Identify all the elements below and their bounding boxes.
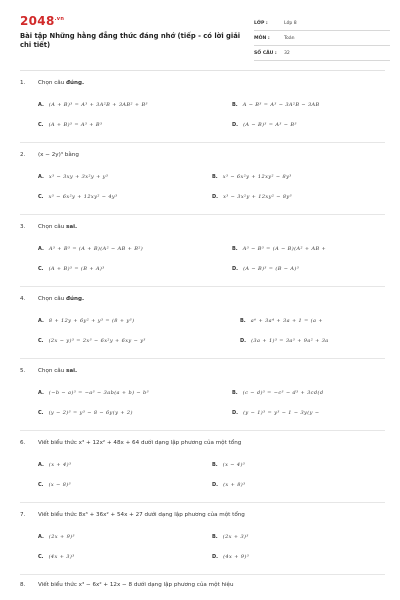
answer-option-b[interactable] <box>212 462 245 468</box>
question-emphasis: sai. <box>66 224 78 230</box>
option-letter: D. <box>212 194 219 200</box>
question-text: (x − 2y)³ bằng <box>38 152 79 158</box>
option-letter: D. <box>240 338 247 344</box>
option-letter: A. <box>38 534 44 540</box>
question-emphasis: đúng. <box>66 296 85 302</box>
answer-option-a[interactable] <box>38 174 108 180</box>
option-letter: A. <box>38 102 44 108</box>
option-expression: A − B³ = A³ − 3A²B − 3AB <box>242 102 320 108</box>
question-number: 2. <box>20 152 26 158</box>
option-expression: (y − 1)³ = y³ − 1 − 3y(y − <box>243 410 320 416</box>
question-text: Viết biểu thức 8x³ + 36x² + 54x + 27 dưới dạng lập phương của một tổng <box>38 512 245 518</box>
question-8 <box>20 582 400 592</box>
option-letter: B. <box>232 390 238 396</box>
answer-option-b[interactable] <box>232 102 320 108</box>
option-letter: C. <box>38 266 44 272</box>
question-3 <box>20 224 400 272</box>
option-expression: (−b − a)³ = −a³ − 3ab(a + b) − b³ <box>48 390 150 396</box>
question-prompt <box>38 296 84 302</box>
answer-option-d[interactable] <box>232 410 319 416</box>
option-expression: (y − 2)³ = y³ − 8 − 6y(y + 2) <box>48 410 133 416</box>
option-expression: (A − B)³ = A³ − B³ <box>243 122 297 128</box>
answer-option-c[interactable] <box>38 122 102 128</box>
option-letter: A. <box>38 246 44 252</box>
option-expression: (x − 8)³ <box>48 482 72 488</box>
option-letter: D. <box>212 554 219 560</box>
option-expression: (2x + 9)³ <box>48 534 75 540</box>
answer-option-d[interactable] <box>240 338 329 344</box>
option-letter: A. <box>38 318 44 324</box>
option-letter: B. <box>212 462 218 468</box>
option-expression: (A − B)³ = (B − A)³ <box>243 266 300 272</box>
meta-value: 32 <box>284 51 290 56</box>
option-expression: x³ − 3x²y + 12xy² − 8y³ <box>223 194 293 200</box>
question-4 <box>20 296 400 344</box>
answer-option-c[interactable] <box>38 266 105 272</box>
question-text: Chọn câu <box>38 224 65 230</box>
question-divider <box>20 358 385 359</box>
answer-option-d[interactable] <box>212 554 249 560</box>
answer-option-c[interactable] <box>38 410 133 416</box>
option-expression: 8 + 12y + 6y² + y³ = (8 + y³) <box>48 318 135 324</box>
option-letter: C. <box>38 482 44 488</box>
question-2 <box>20 152 400 200</box>
question-6 <box>20 440 400 488</box>
option-letter: C. <box>38 338 44 344</box>
answer-option-a[interactable] <box>38 534 75 540</box>
answer-option-b[interactable] <box>232 390 323 396</box>
option-expression: (2x − y)³ = 2x³ − 6x²y + 6xy − y³ <box>48 338 146 344</box>
option-expression: (A + B)³ = A³ + 3A²B + 3AB² + B³ <box>48 102 148 108</box>
site-logo[interactable] <box>20 14 64 28</box>
question-divider <box>20 574 385 575</box>
meta-value: Toán <box>284 36 295 41</box>
worksheet-title: Bài tập Những hằng đẳng thức đáng nhớ (tiếp - có lời giải chi tiết) <box>20 32 241 49</box>
option-letter: A. <box>38 462 44 468</box>
worksheet-meta <box>254 18 390 63</box>
option-expression: a⁶ + 3a⁴ + 3a + 1 = (a + <box>250 318 323 324</box>
meta-label: MÔN : <box>254 36 270 41</box>
option-expression: (2x + 3)³ <box>222 534 249 540</box>
option-letter: C. <box>38 410 44 416</box>
question-header <box>20 80 400 90</box>
answer-option-b[interactable] <box>212 174 292 180</box>
option-letter: B. <box>232 102 238 108</box>
answer-option-d[interactable] <box>232 266 299 272</box>
question-prompt <box>38 512 245 518</box>
answer-option-b[interactable] <box>212 534 249 540</box>
worksheet-header <box>20 14 390 62</box>
question-divider <box>20 502 385 503</box>
question-1 <box>20 80 400 128</box>
question-text: Chọn câu <box>38 296 65 302</box>
question-prompt <box>38 440 241 446</box>
question-number: 5. <box>20 368 26 374</box>
question-header <box>20 296 400 306</box>
option-expression: (A + B)³ = A³ + B³ <box>48 122 103 128</box>
option-letter: C. <box>38 194 44 200</box>
logo-text: 2048 <box>20 14 55 28</box>
answer-option-b[interactable] <box>240 318 323 324</box>
header-divider <box>20 70 385 71</box>
answer-option-a[interactable] <box>38 246 143 252</box>
answer-option-c[interactable] <box>38 338 146 344</box>
question-header <box>20 224 400 234</box>
option-expression: x³ − 3xy + 3x²y + y³ <box>48 174 109 180</box>
option-letter: B. <box>232 246 238 252</box>
option-expression: (x − 4)³ <box>222 462 246 468</box>
question-prompt <box>38 152 79 158</box>
question-number: 4. <box>20 296 26 302</box>
answer-option-c[interactable] <box>38 554 75 560</box>
option-letter: B. <box>212 174 218 180</box>
question-header <box>20 512 400 522</box>
option-letter: C. <box>38 554 44 560</box>
answer-option-c[interactable] <box>38 194 118 200</box>
meta-label: SỐ CÂU : <box>254 51 277 56</box>
question-7 <box>20 512 400 560</box>
meta-row-count <box>254 48 390 61</box>
meta-label: LỚP : <box>254 21 268 26</box>
option-expression: (A + B)³ = (B + A)³ <box>48 266 105 272</box>
question-number: 8. <box>20 582 26 588</box>
option-expression: x³ − 6x²y + 12xy² − 4y³ <box>48 194 118 200</box>
option-expression: (3a + 1)³ = 3a³ + 9a² + 3a <box>251 338 329 344</box>
question-prompt <box>38 80 84 86</box>
option-expression: A³ + B³ = (A + B)(A² − AB + B²) <box>48 246 144 252</box>
question-number: 6. <box>20 440 26 446</box>
answer-option-d[interactable] <box>232 122 297 128</box>
question-text: Viết biểu thức x³ − 6x² + 12x − 8 dưới dạng lập phương của một hiệu <box>38 582 234 588</box>
question-divider <box>20 142 385 143</box>
question-number: 1. <box>20 80 26 86</box>
option-letter: B. <box>212 534 218 540</box>
question-number: 7. <box>20 512 26 518</box>
question-header <box>20 368 400 378</box>
question-emphasis: đúng. <box>66 80 85 86</box>
question-header <box>20 152 400 162</box>
answer-option-c[interactable] <box>38 482 71 488</box>
option-expression: (4x + 9)³ <box>223 554 250 560</box>
answer-option-a[interactable] <box>38 102 148 108</box>
option-letter: D. <box>232 410 239 416</box>
option-letter: D. <box>212 482 219 488</box>
option-expression: A³ − B³ = (A − B)(A² + AB + <box>242 246 327 252</box>
answer-option-a[interactable] <box>38 318 134 324</box>
answer-option-a[interactable] <box>38 462 71 468</box>
question-header <box>20 440 400 450</box>
question-text: Chọn câu <box>38 368 65 374</box>
meta-value: Lớp 8 <box>284 21 297 26</box>
question-divider <box>20 286 385 287</box>
question-prompt <box>38 224 77 230</box>
question-5 <box>20 368 400 416</box>
question-divider <box>20 214 385 215</box>
option-letter: A. <box>38 174 44 180</box>
option-letter: D. <box>232 266 239 272</box>
meta-row-subject <box>254 33 390 46</box>
question-prompt <box>38 582 234 588</box>
question-header <box>20 582 400 592</box>
option-letter: B. <box>240 318 246 324</box>
option-letter: A. <box>38 390 44 396</box>
question-emphasis: sai. <box>66 368 78 374</box>
option-letter: C. <box>38 122 44 128</box>
option-expression: x³ − 6x²y + 12xy² − 8y³ <box>222 174 292 180</box>
option-expression: (x + 4)³ <box>48 462 72 468</box>
question-text: Viết biểu thức x³ + 12x² + 48x + 64 dưới dạng lập phương của một tổng <box>38 440 242 446</box>
question-number: 3. <box>20 224 26 230</box>
answer-option-b[interactable] <box>232 246 326 252</box>
option-expression: (c − d)³ = −c³ − d³ + 3cd(d <box>242 390 324 396</box>
answer-option-d[interactable] <box>212 482 246 488</box>
question-divider <box>20 430 385 431</box>
meta-row-class <box>254 18 390 31</box>
option-expression: (x + 8)³ <box>223 482 246 488</box>
question-text: Chọn câu <box>38 80 65 86</box>
answer-option-d[interactable] <box>212 194 292 200</box>
option-letter: D. <box>232 122 239 128</box>
question-prompt <box>38 368 77 374</box>
answer-option-a[interactable] <box>38 390 149 396</box>
logo-suffix: .vn <box>54 16 65 22</box>
option-expression: (4x + 3)³ <box>48 554 75 560</box>
